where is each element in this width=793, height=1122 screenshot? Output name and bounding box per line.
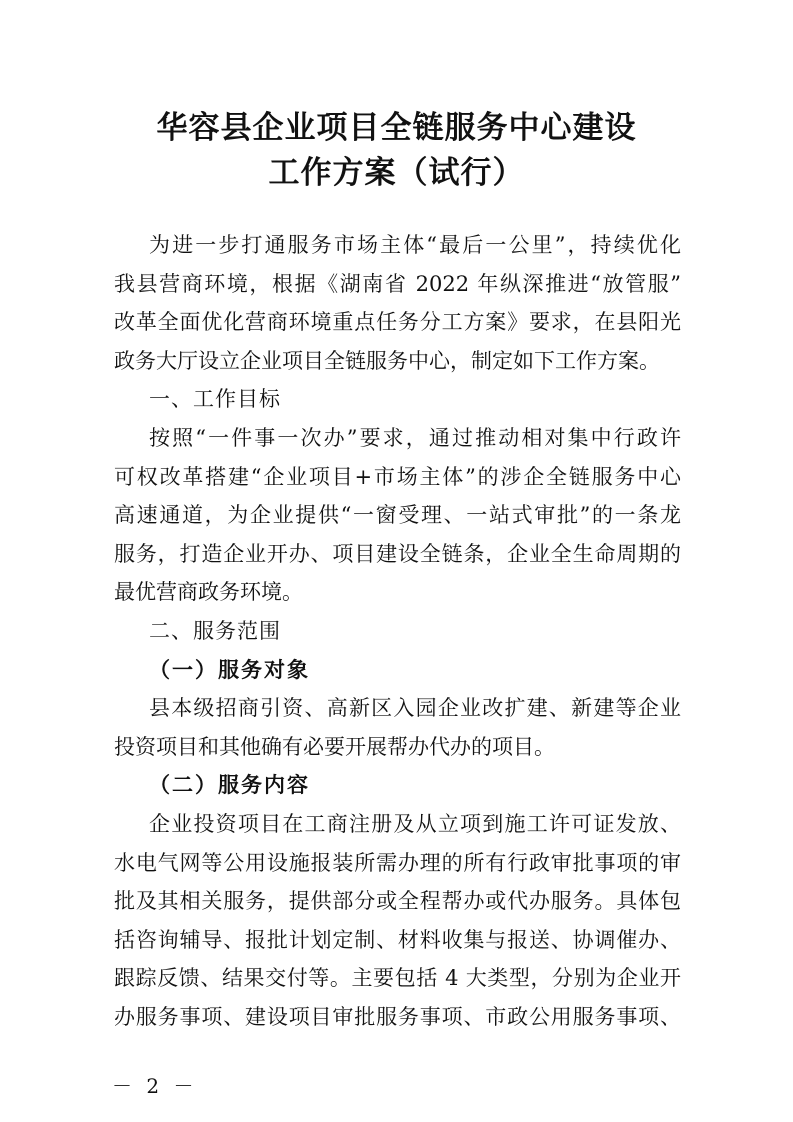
paragraph-line: 括咨询辅导、报批计划定制、材料收集与报送、协调催办、 (114, 927, 681, 952)
paragraph-line: 可权改革搭建“企业项目+市场主体”的涉企全链服务中心 (114, 464, 681, 489)
paragraph-line: 跟踪反馈、结果交付等。主要包括 4 大类型，分别为企业开 (114, 966, 681, 991)
section-heading: 二、服务范围 (149, 618, 281, 643)
subsection-heading: （二）服务内容 (149, 772, 310, 798)
paragraph-line: 企业投资项目在工商注册及从立项到施工许可证发放、 (149, 811, 681, 836)
document-title-line2: 工作方案（试行） (268, 155, 525, 191)
subsection-heading: （一）服务对象 (149, 656, 310, 682)
document-body (114, 226, 681, 1036)
section-heading: 一、工作目标 (149, 387, 281, 412)
paragraph-line: 服务，打造企业开办、项目建设全链条，企业全生命周期的 (114, 541, 681, 566)
page-number: － 2 － (112, 1074, 198, 1098)
paragraph-line: 改革全面优化营商环境重点任务分工方案》要求，在县阳光 (114, 310, 681, 335)
paragraph-line: 我县营商环境，根据《湖南省 2022 年纵深推进“放管服” (114, 271, 681, 296)
paragraph-line: 为进一步打通服务市场主体“最后一公里”，持续优化 (149, 233, 681, 257)
paragraph-line: 批及其相关服务，提供部分或全程帮办或代办服务。具体包 (114, 889, 681, 914)
paragraph-line: 政务大厅设立企业项目全链服务中心，制定如下工作方案。 (114, 348, 660, 373)
document-title-line1: 华容县企业项目全链服务中心建设 (156, 110, 637, 146)
paragraph-line: 高速通道，为企业提供“一窗受理、一站式审批”的一条龙 (114, 503, 681, 528)
paragraph-line: 最优营商政务环境。 (114, 580, 303, 605)
paragraph-line: 县本级招商引资、高新区入园企业改扩建、新建等企业 (149, 696, 681, 721)
paragraph-line: 投资项目和其他确有必要开展帮办代办的项目。 (114, 734, 555, 759)
paragraph-line: 按照“一件事一次办”要求，通过推动相对集中行政许 (149, 425, 681, 450)
paragraph-line: 办服务事项、建设项目审批服务事项、市政公用服务事项、 (114, 1004, 681, 1029)
paragraph-line: 水电气网等公用设施报装所需办理的所有行政审批事项的审 (114, 850, 681, 875)
